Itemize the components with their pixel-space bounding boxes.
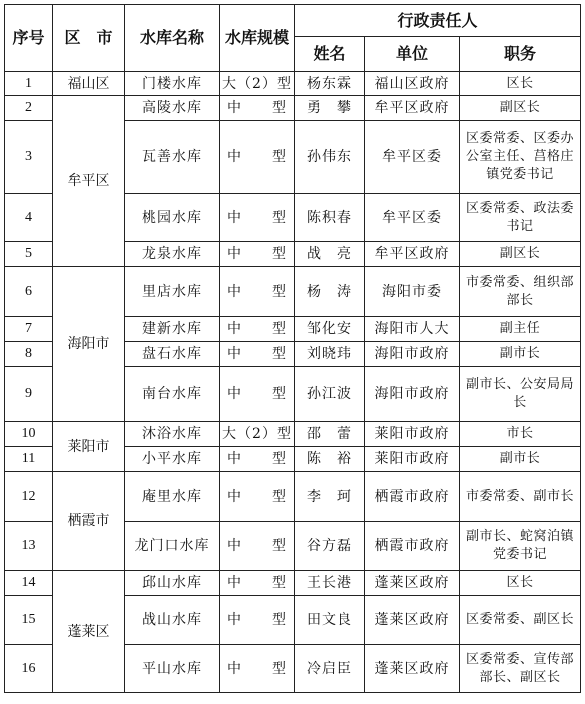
header-duty: 职务 xyxy=(460,37,581,72)
person-duty: 副区长 xyxy=(460,242,581,267)
person-name: 王长港 xyxy=(295,571,365,596)
row-no: 3 xyxy=(5,121,53,194)
reservoir-name: 沐浴水库 xyxy=(125,422,220,447)
reservoir-scale: 中 型 xyxy=(220,596,295,645)
row-no: 16 xyxy=(5,645,53,693)
person-unit: 蓬莱区政府 xyxy=(365,645,460,693)
person-duty: 区长 xyxy=(460,571,581,596)
person-name: 冷启臣 xyxy=(295,645,365,693)
person-duty: 副主任 xyxy=(460,317,581,342)
reservoir-name: 高陵水库 xyxy=(125,96,220,121)
person-unit: 蓬莱区政府 xyxy=(365,571,460,596)
reservoir-name: 建新水库 xyxy=(125,317,220,342)
person-unit: 福山区政府 xyxy=(365,72,460,96)
person-name: 邹化安 xyxy=(295,317,365,342)
person-duty: 副市长、蛇窝泊镇党委书记 xyxy=(460,522,581,571)
table-row xyxy=(5,96,581,121)
person-duty: 区委常委、宣传部部长、副区长 xyxy=(460,645,581,693)
reservoir-name: 南台水库 xyxy=(125,367,220,422)
reservoir-scale: 中 型 xyxy=(220,447,295,472)
person-unit: 海阳市人大 xyxy=(365,317,460,342)
row-no: 14 xyxy=(5,571,53,596)
person-name: 陈积春 xyxy=(295,194,365,242)
row-no: 7 xyxy=(5,317,53,342)
person-duty: 市委常委、副市长 xyxy=(460,472,581,522)
header-responsible-person: 行政责任人 xyxy=(295,5,581,37)
reservoir-name: 庵里水库 xyxy=(125,472,220,522)
reservoir-scale: 中 型 xyxy=(220,342,295,367)
reservoir-scale: 中 型 xyxy=(220,571,295,596)
reservoir-scale: 中 型 xyxy=(220,645,295,693)
person-name: 邵 蕾 xyxy=(295,422,365,447)
reservoir-scale: 中 型 xyxy=(220,522,295,571)
person-unit: 海阳市委 xyxy=(365,267,460,317)
reservoir-name: 龙泉水库 xyxy=(125,242,220,267)
table-row xyxy=(5,422,581,447)
header-reservoir-name: 水库名称 xyxy=(125,5,220,72)
reservoir-name: 战山水库 xyxy=(125,596,220,645)
row-no: 1 xyxy=(5,72,53,96)
person-unit: 海阳市政府 xyxy=(365,342,460,367)
row-no: 11 xyxy=(5,447,53,472)
district-cell: 莱阳市 xyxy=(53,422,125,472)
person-unit: 栖霞市政府 xyxy=(365,522,460,571)
table-row xyxy=(5,571,581,596)
reservoir-name: 里店水库 xyxy=(125,267,220,317)
district-cell: 栖霞市 xyxy=(53,472,125,571)
person-name: 战 亮 xyxy=(295,242,365,267)
row-no: 13 xyxy=(5,522,53,571)
person-unit: 蓬莱区政府 xyxy=(365,596,460,645)
reservoir-scale: 中 型 xyxy=(220,242,295,267)
header-unit: 单位 xyxy=(365,37,460,72)
person-unit: 海阳市政府 xyxy=(365,367,460,422)
person-duty: 区长 xyxy=(460,72,581,96)
table-row xyxy=(5,472,581,522)
reservoir-scale: 中 型 xyxy=(220,121,295,194)
reservoir-scale: 中 型 xyxy=(220,267,295,317)
row-no: 15 xyxy=(5,596,53,645)
district-cell: 牟平区 xyxy=(53,96,125,267)
row-no: 4 xyxy=(5,194,53,242)
person-unit: 莱阳市政府 xyxy=(365,422,460,447)
reservoir-scale: 大（2）型 xyxy=(220,72,295,96)
reservoir-scale: 中 型 xyxy=(220,472,295,522)
person-name: 李 珂 xyxy=(295,472,365,522)
header-no: 序号 xyxy=(5,5,53,72)
person-unit: 牟平区政府 xyxy=(365,96,460,121)
person-duty: 市长 xyxy=(460,422,581,447)
row-no: 8 xyxy=(5,342,53,367)
person-name: 勇 攀 xyxy=(295,96,365,121)
reservoir-name: 小平水库 xyxy=(125,447,220,472)
person-unit: 栖霞市政府 xyxy=(365,472,460,522)
reservoir-name: 邱山水库 xyxy=(125,571,220,596)
row-no: 10 xyxy=(5,422,53,447)
reservoir-scale: 中 型 xyxy=(220,96,295,121)
reservoir-responsibility-table xyxy=(4,4,581,693)
person-duty: 副区长 xyxy=(460,96,581,121)
row-no: 12 xyxy=(5,472,53,522)
table-row xyxy=(5,72,581,96)
person-name: 刘晓玮 xyxy=(295,342,365,367)
reservoir-name: 平山水库 xyxy=(125,645,220,693)
reservoir-scale: 中 型 xyxy=(220,317,295,342)
reservoir-name: 瓦善水库 xyxy=(125,121,220,194)
reservoir-name: 门楼水库 xyxy=(125,72,220,96)
person-duty: 区委常委、区委办公室主任、莒格庄镇党委书记 xyxy=(460,121,581,194)
person-duty: 副市长 xyxy=(460,342,581,367)
person-unit: 牟平区委 xyxy=(365,121,460,194)
district-cell: 福山区 xyxy=(53,72,125,96)
row-no: 9 xyxy=(5,367,53,422)
reservoir-scale: 大（2）型 xyxy=(220,422,295,447)
reservoir-scale: 中 型 xyxy=(220,367,295,422)
reservoir-name: 龙门口水库 xyxy=(125,522,220,571)
table-row xyxy=(5,267,581,317)
person-unit: 牟平区政府 xyxy=(365,242,460,267)
row-no: 6 xyxy=(5,267,53,317)
person-unit: 莱阳市政府 xyxy=(365,447,460,472)
person-name: 陈 裕 xyxy=(295,447,365,472)
person-name: 孙江波 xyxy=(295,367,365,422)
person-unit: 牟平区委 xyxy=(365,194,460,242)
person-duty: 区委常委、副区长 xyxy=(460,596,581,645)
reservoir-scale: 中 型 xyxy=(220,194,295,242)
person-duty: 区委常委、政法委书记 xyxy=(460,194,581,242)
person-name: 杨 涛 xyxy=(295,267,365,317)
row-no: 2 xyxy=(5,96,53,121)
person-duty: 副市长、公安局局长 xyxy=(460,367,581,422)
reservoir-name: 盘石水库 xyxy=(125,342,220,367)
person-duty: 副市长 xyxy=(460,447,581,472)
header-person-name: 姓名 xyxy=(295,37,365,72)
header-district: 区 市 xyxy=(53,5,125,72)
reservoir-name: 桃园水库 xyxy=(125,194,220,242)
district-cell: 蓬莱区 xyxy=(53,571,125,693)
person-duty: 市委常委、组织部部长 xyxy=(460,267,581,317)
person-name: 田文良 xyxy=(295,596,365,645)
district-cell: 海阳市 xyxy=(53,267,125,422)
person-name: 孙伟东 xyxy=(295,121,365,194)
person-name: 谷方磊 xyxy=(295,522,365,571)
row-no: 5 xyxy=(5,242,53,267)
person-name: 杨东霖 xyxy=(295,72,365,96)
header-scale: 水库规模 xyxy=(220,5,295,72)
